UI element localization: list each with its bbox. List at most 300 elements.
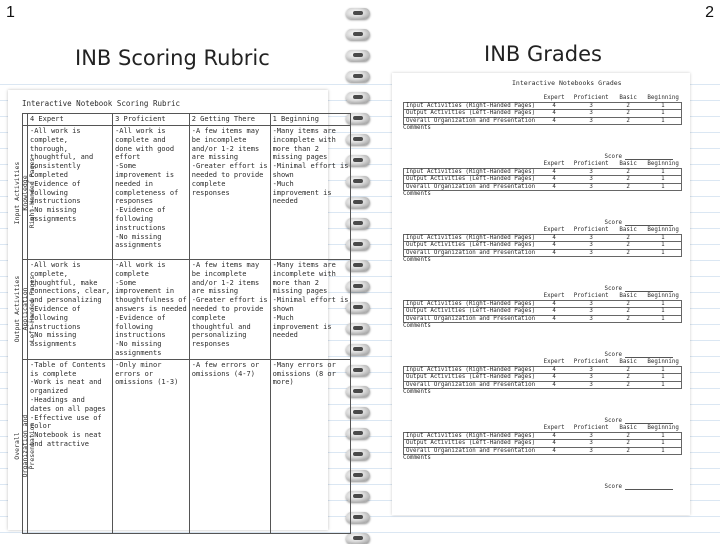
rubric-cell-line: -No missing [115,340,162,349]
grade-score [605,351,673,358]
rubric-cell-line: complete and [115,135,166,144]
rubric-cell-line: and/or 1-2 items [191,144,260,153]
rubric-cell-line: is complete [30,369,77,378]
grade-level-label: Proficient [573,359,609,365]
grade-score-blank[interactable] [625,417,673,424]
rubric-cell-line: answers is needed [115,304,187,313]
rubric-cell-line: incomplete with [272,135,336,144]
grade-activity-label: Input Activities (Right-Handed Pages) [404,300,538,308]
grade-activity-label: Overall Organization and Presentation [404,381,538,389]
rubric-cell-line: instructions [115,223,166,232]
grade-level-label: Basic [619,227,637,233]
rubric-cell-line: instructions [30,322,81,331]
rubric-row [23,126,351,260]
grade-point-value: 4 [537,447,571,455]
grade-activity-row [404,249,682,257]
grade-point-value: 4 [537,374,571,382]
grade-score-label: Score [604,418,622,424]
rubric-cell-line: thoughtfulness of [115,296,187,305]
grade-activity-label: Input Activities (Right-Handed Pages) [404,366,538,374]
rubric-cell-line: -All work is [115,127,166,135]
rubric-cell-line: missing pages [272,153,328,162]
grade-point-value: 3 [571,315,611,323]
grade-level-label: Expert [543,359,565,365]
rubric-cell-line: complete, [30,135,68,144]
rubric-cell-line: consistently [30,162,81,171]
spiral-ring [346,71,370,82]
rubric-cell [28,359,113,533]
grade-activity-row [404,432,682,440]
rubric-cell-line: shown [272,170,294,179]
grade-activity-label: Overall Organization and Presentation [404,117,538,125]
grade-point-value: 4 [537,249,571,257]
rubric-cell [28,260,113,360]
rubric-cell-line: improvement is [272,322,332,331]
rubric-cell-line: assignments [115,241,162,250]
scoring-rubric-sheet [8,90,349,530]
rubric-cell-line: organized [30,387,68,396]
grade-point-value: 1 [645,234,681,242]
rubric-cell-line: -Many items are [272,261,336,269]
rubric-cell-line: more than 2 [272,144,319,153]
grade-level-header [404,161,682,168]
grade-activity-row [404,381,682,389]
grade-activity-row [404,374,682,382]
grade-score [605,417,673,424]
grade-activity-label: Output Activities (Left-Handed Pages) [404,440,538,448]
spiral-ring [346,533,370,544]
grade-level-header [404,95,682,102]
grade-score-blank[interactable] [625,285,673,292]
rubric-cell-line: effort [115,153,141,162]
rubric-cell-line: thoughtful, and [30,153,94,162]
grade-point-value: 3 [571,381,611,389]
rubric-cell-line: -Greater effort is [191,162,268,171]
rubric-header-cell: 3 Proficient [113,114,190,126]
rubric-row-label [12,359,36,533]
rubric-row-label-text: Input Activities Knowledge Right-Handed Pages [12,157,36,228]
grade-point-value: 3 [571,366,611,374]
grade-point-value: 2 [611,366,645,374]
rubric-cell-line: -Notebook is neat [30,431,102,440]
grade-activity-row [404,176,682,184]
grade-point-value: 4 [537,440,571,448]
grade-point-value: 1 [645,249,681,257]
grades-title: Interactive Notebooks Grades [512,79,622,87]
rubric-row-label-text: Output Activities Application Left-Handed Pages [12,276,36,343]
grade-point-value: 1 [645,176,681,184]
rubric-cell-line: complete, [30,269,68,278]
grade-block [403,293,685,358]
grade-table [403,359,682,389]
grade-activity-label: Output Activities (Left-Handed Pages) [404,374,538,382]
grade-point-value: 3 [571,242,611,250]
rubric-cell-line: complete [115,269,149,278]
rubric-cell-line: connections, clear, [30,287,111,296]
rubric-cell [270,260,351,360]
grade-level-header [404,359,682,366]
rubric-cell-line: -No missing [30,206,77,215]
grade-activity-row [404,102,682,110]
grade-point-value: 2 [611,110,645,118]
page-number-right: 2 [705,4,714,21]
grade-level-label: Basic [619,425,637,431]
grade-activity-label: Overall Organization and Presentation [404,447,538,455]
grade-point-value: 4 [537,176,571,184]
grade-point-value: 2 [611,315,645,323]
spiral-ring [346,50,370,61]
grade-comments-label: Comments [403,191,431,198]
grade-point-value: 2 [611,176,645,184]
grade-point-value: 4 [537,110,571,118]
rubric-cell-line: responses [115,197,154,206]
grade-point-value: 2 [611,308,645,316]
grade-activity-row [404,366,682,374]
grade-point-value: 2 [611,447,645,455]
rubric-cell [270,359,351,533]
grade-point-value: 2 [611,440,645,448]
grade-block [403,359,685,424]
spiral-ring [346,8,370,19]
left-page-title: INB Scoring Rubric [75,46,270,70]
grade-point-value: 2 [611,102,645,110]
rubric-cell-line: -All work is [30,261,81,269]
grade-activity-row [404,110,682,118]
rubric-row-label [12,260,36,360]
spiral-ring [346,29,370,40]
grade-activity-row [404,440,682,448]
grade-activity-row [404,300,682,308]
grade-point-value: 3 [571,440,611,448]
grade-activity-row [404,183,682,191]
grade-point-value: 4 [537,381,571,389]
rubric-cell-line: -Much [272,313,294,322]
grade-point-value: 3 [571,432,611,440]
rubric-cell-line: -No missing [115,232,162,241]
grade-point-value: 2 [611,381,645,389]
rubric-cell-line: be incomplete [191,269,247,278]
grade-table [403,161,682,191]
grade-point-value: 3 [571,308,611,316]
rubric-cell-line: -Effective use of [30,413,102,422]
rubric-cell-line: -Table of Contents [30,360,106,369]
grade-point-value: 4 [537,366,571,374]
rubric-cell-line: following [115,214,154,223]
rubric-cell-line: are missing [191,287,239,296]
rubric-cell-line: -Evidence of [30,304,81,313]
rubric-cell-line: more) [272,378,294,387]
grade-level-label: Proficient [573,227,609,233]
grade-level-label: Basic [619,359,637,365]
grade-level-label: Beginning [647,425,679,431]
grade-activity-label: Output Activities (Left-Handed Pages) [404,242,538,250]
grade-level-label: Proficient [573,425,609,431]
grade-point-value: 3 [571,117,611,125]
rubric-cell-line: shown [272,304,294,313]
grade-score-label: Score [604,484,622,490]
grade-point-value: 4 [537,432,571,440]
rubric-cell-line: -Work is neat and [30,378,102,387]
rubric-cell-line: needed to provide [191,304,264,313]
rubric-cell-line: -Many items are [272,127,336,135]
grade-point-value: 4 [537,102,571,110]
grade-block [403,227,685,292]
rubric-row [23,359,351,533]
rubric-cell [270,126,351,260]
grade-level-label: Expert [543,161,565,167]
grade-activity-row [404,117,682,125]
rubric-cell-line: -Greater effort is [191,296,268,305]
grade-activity-label: Input Activities (Right-Handed Pages) [404,432,538,440]
rubric-cell-line: following [115,322,154,331]
rubric-cell-line: are missing [191,153,239,162]
grade-point-value: 2 [611,168,645,176]
rubric-cell-line: omissions (1-3) [115,378,179,387]
rubric-cell-line: following [30,188,68,197]
grade-block [403,425,685,490]
grade-point-value: 4 [537,300,571,308]
rubric-cell-line: and personalizing [30,296,102,305]
grade-comments-label: Comments [403,455,431,462]
grade-level-label: Beginning [647,95,679,101]
rubric-header-cell: 2 Getting There [189,114,270,126]
grade-point-value: 1 [645,440,681,448]
grade-comments-label: Comments [403,257,431,264]
grade-activity-label: Overall Organization and Presentation [404,249,538,257]
grade-point-value: 4 [537,168,571,176]
grade-point-value: 1 [645,183,681,191]
rubric-cell-line: -A few errors or [191,360,260,369]
grade-point-value: 1 [645,110,681,118]
rubric-cell-line: -Headings and [30,395,85,404]
rubric-cell-line: and/or 1-2 items [191,278,260,287]
grade-level-label: Expert [543,425,565,431]
grade-score [605,483,673,490]
grade-comments-label: Comments [403,323,431,330]
rubric-cell-line: -Many errors or [272,360,336,369]
rubric-row [23,260,351,360]
grade-activity-label: Overall Organization and Presentation [404,315,538,323]
grade-point-value: 2 [611,249,645,257]
grade-table [403,425,682,455]
grade-activity-row [404,447,682,455]
grade-level-label: Beginning [647,359,679,365]
rubric-cell-line: complete [191,179,226,188]
grade-table [403,227,682,257]
grade-table [403,293,682,323]
grade-point-value: 2 [611,374,645,382]
rubric-cell-line: -A few items may [191,261,260,269]
grade-point-value: 4 [537,308,571,316]
grade-activity-row [404,234,682,242]
rubric-cell-line: and attractive [30,439,90,448]
grade-level-label: Expert [543,95,565,101]
rubric-cell-line: responses [191,340,230,349]
rubric-cell-line: completed [30,170,68,179]
grade-point-value: 3 [571,183,611,191]
grade-level-label: Beginning [647,293,679,299]
grade-point-value: 4 [537,117,571,125]
grade-score-label: Score [604,220,622,226]
rubric-cell-line: omissions (8 or [272,369,336,378]
rubric-cell-line: following [30,313,68,322]
rubric-cell-line: -Minimal effort is [272,296,349,305]
rubric-cell [113,260,190,360]
rubric-cell-line: -Evidence of [115,313,166,322]
grade-score-blank[interactable] [625,153,673,160]
rubric-cell-line: -Evidence of [115,206,166,215]
grade-point-value: 3 [571,249,611,257]
grade-point-value: 1 [645,432,681,440]
grade-point-value: 4 [537,242,571,250]
rubric-cell-line: -Much [272,179,294,188]
grade-score-blank[interactable] [625,483,673,490]
grade-level-label: Beginning [647,227,679,233]
grade-point-value: 1 [645,381,681,389]
rubric-cell-line: instructions [30,197,81,206]
grade-score [605,153,673,160]
grade-comments-label: Comments [403,125,431,132]
grade-activity-row [404,308,682,316]
grade-comments-label: Comments [403,389,431,396]
grade-level-header [404,425,682,432]
rubric-cell-line: -A few items may [191,127,260,135]
grade-level-label: Basic [619,161,637,167]
rubric-cell-line: instructions [115,331,166,340]
grade-activity-label: Output Activities (Left-Handed Pages) [404,110,538,118]
grade-activity-label: Output Activities (Left-Handed Pages) [404,308,538,316]
rubric-cell-line: completeness of [115,188,179,197]
rubric-cell-line: -Some [115,162,137,171]
rubric-cell [189,126,270,260]
grade-score-blank[interactable] [625,219,673,226]
grade-activity-row [404,315,682,323]
rubric-header-cell: 4 Expert [28,114,113,126]
rubric-cell-line: assignments [30,340,77,349]
rubric-cell-line: thorough, [30,144,68,153]
grade-activity-row [404,168,682,176]
grade-activity-label: Input Activities (Right-Handed Pages) [404,168,538,176]
grade-point-value: 3 [571,374,611,382]
rubric-cell [189,260,270,360]
grade-point-value: 1 [645,374,681,382]
grade-point-value: 2 [611,242,645,250]
rubric-cell-line: thoughtful, make [30,278,98,287]
rubric-cell-line: -No missing [30,331,77,340]
grade-level-label: Proficient [573,95,609,101]
right-page-title: INB Grades [484,42,602,66]
grade-point-value: 2 [611,183,645,191]
grade-point-value: 3 [571,102,611,110]
grade-level-label: Proficient [573,161,609,167]
grade-activity-label: Overall Organization and Presentation [404,183,538,191]
rubric-row-label-text: Overall Organization and Presentation [12,414,36,478]
rubric-cell-line: needed in [115,179,154,188]
rubric-cell-line: thoughtful and [191,322,251,331]
grade-point-value: 3 [571,110,611,118]
rubric-cell-line: personalizing [191,331,247,340]
grade-activity-row [404,242,682,250]
rubric-cell-line: color [30,422,52,431]
rubric-cell-line: -Only minor [115,360,162,369]
rubric-cell-line: assignments [115,348,162,357]
grade-score-label: Score [604,352,622,358]
grade-score-blank[interactable] [625,351,673,358]
rubric-cell-line: improvement is [272,188,332,197]
rubric-header-cell: 1 Beginning [270,114,351,126]
grade-score [605,219,673,226]
grade-point-value: 2 [611,432,645,440]
rubric-table [12,113,351,534]
rubric-cell-line: needed [272,331,298,340]
grade-level-label: Basic [619,293,637,299]
grade-score [605,285,673,292]
grade-level-label: Expert [543,227,565,233]
grade-score-label: Score [604,154,622,160]
rubric-cell-line: needed [272,197,298,206]
rubric-header-row [23,114,351,126]
rubric-cell-line: -Evidence of [30,179,81,188]
rubric-cell-line: assignments [30,214,77,223]
rubric-cell-line: done with good [115,144,175,153]
grade-block [403,95,685,160]
grade-activity-label: Output Activities (Left-Handed Pages) [404,176,538,184]
rubric-cell [113,359,190,533]
grade-level-label: Basic [619,95,637,101]
rubric-cell-line: needed to provide [191,170,264,179]
page-number-left: 1 [6,4,15,21]
grade-level-label: Proficient [573,293,609,299]
grade-point-value: 1 [645,300,681,308]
grade-point-value: 4 [537,183,571,191]
grade-point-value: 1 [645,366,681,374]
grade-level-label: Beginning [647,161,679,167]
grade-level-label: Expert [543,293,565,299]
rubric-cell-line: dates on all pages [30,404,106,413]
grade-point-value: 3 [571,168,611,176]
grade-point-value: 3 [571,176,611,184]
grade-point-value: 1 [645,315,681,323]
grade-point-value: 4 [537,315,571,323]
grades-sheet [392,73,690,515]
rubric-cell-line: missing pages [272,287,328,296]
grade-point-value: 1 [645,308,681,316]
rubric-cell-line: be incomplete [191,135,247,144]
grade-point-value: 4 [537,234,571,242]
grade-point-value: 1 [645,168,681,176]
grade-point-value: 2 [611,117,645,125]
rubric-cell-line: improvement in [115,287,175,296]
rubric-cell-line: -Minimal effort is [272,162,349,171]
rubric-cell [189,359,270,533]
rubric-cell-line: more than 2 [272,278,319,287]
grade-point-value: 1 [645,242,681,250]
rubric-cell-line: -Some [115,278,137,287]
grade-point-value: 1 [645,102,681,110]
grade-point-value: 3 [571,300,611,308]
grade-activity-label: Input Activities (Right-Handed Pages) [404,102,538,110]
rubric-cell-line: omissions (4-7) [191,369,255,378]
grade-point-value: 1 [645,447,681,455]
rubric-row-label [12,126,36,260]
grade-point-value: 1 [645,117,681,125]
grade-activity-label: Input Activities (Right-Handed Pages) [404,234,538,242]
grade-point-value: 2 [611,234,645,242]
rubric-cell-line: complete [191,313,226,322]
grade-block [403,161,685,226]
grade-point-value: 3 [571,234,611,242]
rubric-cell-line: improvement is [115,170,175,179]
